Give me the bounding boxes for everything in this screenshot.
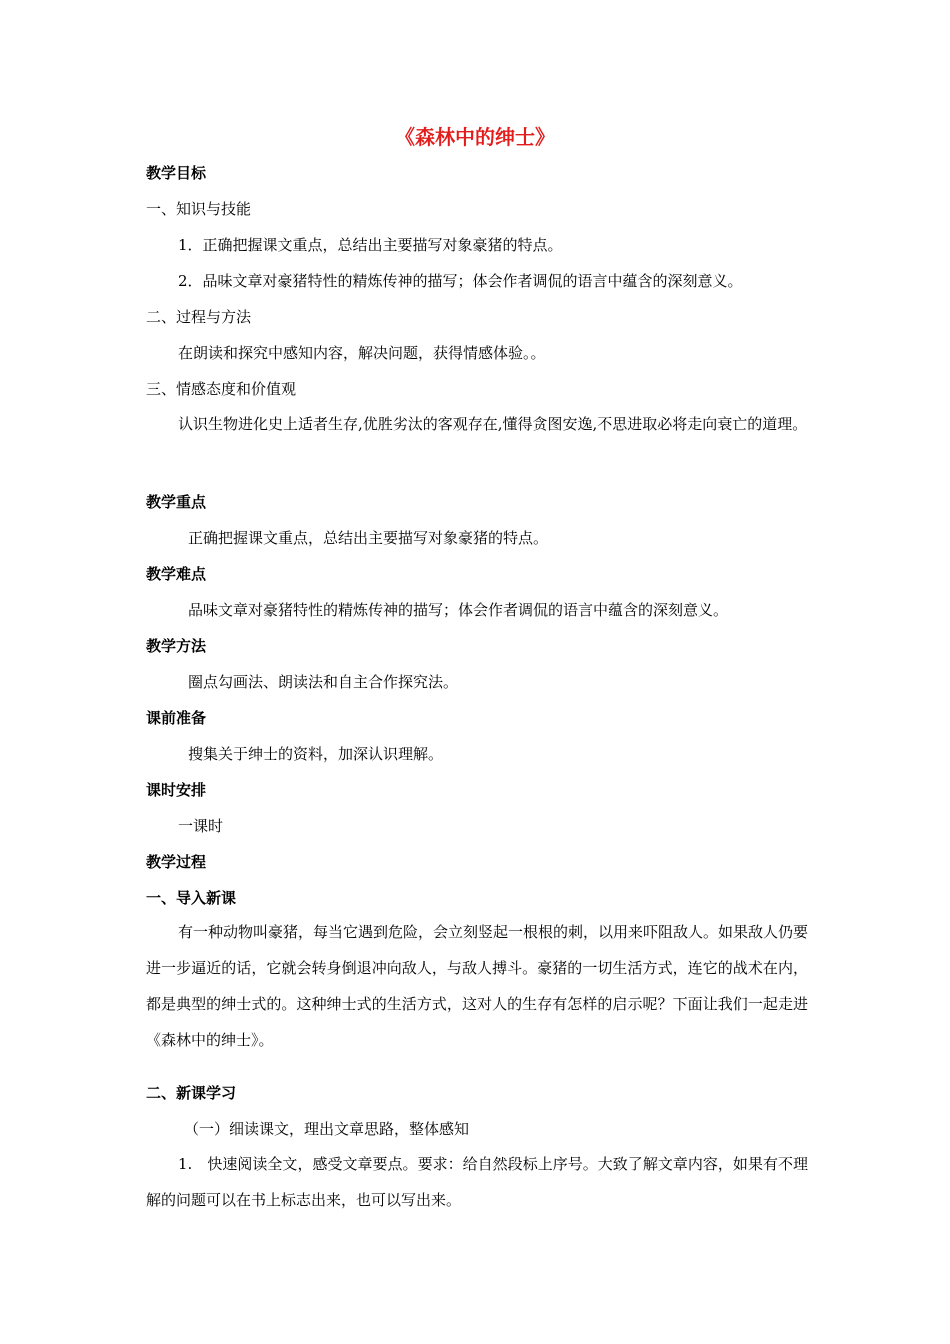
heading-intro: 一、导入新课 (146, 889, 237, 907)
new-lesson-item-1: 1. 快速阅读全文，感受文章要点。要求：给自然段标上序号。大致了解文章内容，如果有不理解的问题可以在书上标志出来，也可以写出来。 (146, 1155, 808, 1209)
objective-item-2: 2．品味文章对豪猪特性的精炼传神的描写；体会作者调侃的语言中蕴含的深刻意义。 (178, 272, 743, 290)
new-lesson-sub-1: （一）细读课文，理出文章思路，整体感知 (184, 1120, 470, 1138)
document-title: 《森林中的绅士》 (395, 125, 555, 149)
attitude-values-text: 认识生物进化史上适者生存,优胜劣汰的客观存在,懂得贪图安逸,不思进取必将走向衰亡的道理。 (178, 415, 808, 433)
heading-difficulties: 教学难点 (146, 565, 207, 583)
schedule-text: 一课时 (178, 817, 224, 835)
heading-methods: 教学方法 (146, 637, 207, 655)
heading-key-points: 教学重点 (146, 493, 207, 511)
heading-objectives: 教学目标 (146, 164, 207, 182)
process-methods-text: 在朗读和探究中感知内容，解决问题，获得情感体验。。 (178, 344, 546, 362)
methods-text: 圈点勾画法、朗读法和自主合作探究法。 (188, 673, 459, 691)
key-points-text: 正确把握课文重点，总结出主要描写对象豪猪的特点。 (188, 529, 549, 547)
objective-item-1: 1．正确把握课文重点，总结出主要描写对象豪猪的特点。 (178, 236, 563, 254)
difficulties-text: 品味文章对豪猪特性的精炼传神的描写；体会作者调侃的语言中蕴含的深刻意义。 (188, 601, 729, 619)
heading-process: 教学过程 (146, 853, 207, 871)
heading-new-lesson: 二、新课学习 (146, 1084, 237, 1102)
heading-knowledge-skills: 一、知识与技能 (146, 200, 252, 218)
preparation-text: 搜集关于绅士的资料，加深认识理解。 (188, 745, 444, 763)
heading-attitude-values: 三、情感态度和价值观 (146, 380, 297, 398)
heading-preparation: 课前准备 (146, 709, 207, 727)
heading-schedule: 课时安排 (146, 781, 207, 799)
heading-process-methods: 二、过程与方法 (146, 308, 252, 326)
intro-text: 有一种动物叫豪猪，每当它遇到危险，会立刻竖起一根根的刺，以用来吓阻敌人。如果敌人仍要进一步逼近的话，它就会转身倒退冲向敌人，与敌人搏斗。豪猪的一切生活方式，连它的战术在内，都是典型的绅士式的。这种绅士式的生活方式，这对人的生存有怎样的启示呢？下面让我们一起走进《森林中的绅士》。 (146, 923, 809, 1049)
